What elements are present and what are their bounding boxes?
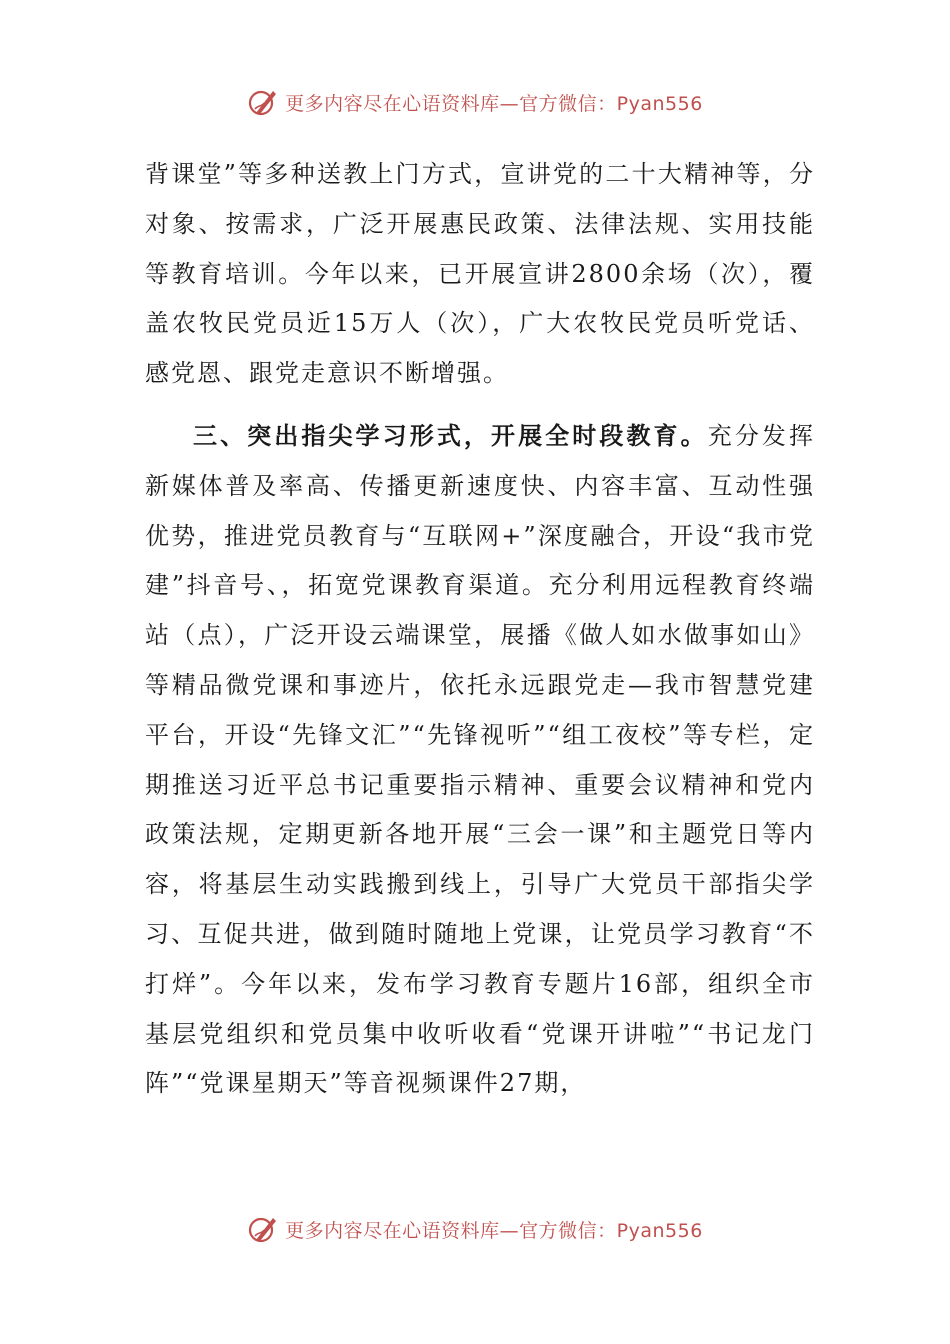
section-heading: 三、突出指尖学习形式，开展全时段教育。 — [193, 420, 708, 450]
banner-text: 更多内容尽在心语资料库—官方微信：Pyan556 — [285, 1219, 703, 1242]
quill-pen-logo-icon — [247, 1212, 281, 1246]
paragraph-body: 充分发挥新媒体普及率高、传播更新速度快、内容丰富、互动性强优势，推进党员教育与“互联网+”深度融合，开设“我市党建”抖音号、，拓宽党课教育渠道。充分利用远程教育终端站（点），广泛开设云端课堂，展播《做人如水做事如山》等精品微党课和事迹片，依托永远跟党走—我市智慧党建平台，开设“先锋文汇”“先锋视听”“组工夜校”等专栏，定期推送习近平总书记重要指示精神、重要会议精神和党内政策法规，定期更新各地开展“三会一课”和主题党日等内容，将基层生动实践搬到线上，引导广大党员干部指尖学习、互促共进，做到随时随地上党课，让党员学习教育“不打烊”。今年以来，发布学习教育专题片16部，组织全市基层党组织和党员集中收听收看“党课开讲啦”“书记龙门阵”“党课星期天”等音视频课件27期， — [145, 421, 816, 1098]
header-banner — [0, 82, 950, 122]
footer-banner — [0, 1209, 950, 1249]
paragraph: 背课堂”等多种送教上门方式，宣讲党的二十大精神等，分对象、按需求，广泛开展惠民政策、法律法规、实用技能等教育培训。今年以来，已开展宣讲2800余场（次），覆盖农牧民党员近15万人（次），广大农牧民党员听党话、感党恩、跟党走意识不断增强。 — [145, 160, 815, 388]
quill-pen-logo-icon — [247, 85, 281, 119]
banner-text: 更多内容尽在心语资料库—官方微信：Pyan556 — [285, 92, 703, 115]
document-body — [145, 150, 815, 1109]
paragraph — [145, 411, 815, 1109]
